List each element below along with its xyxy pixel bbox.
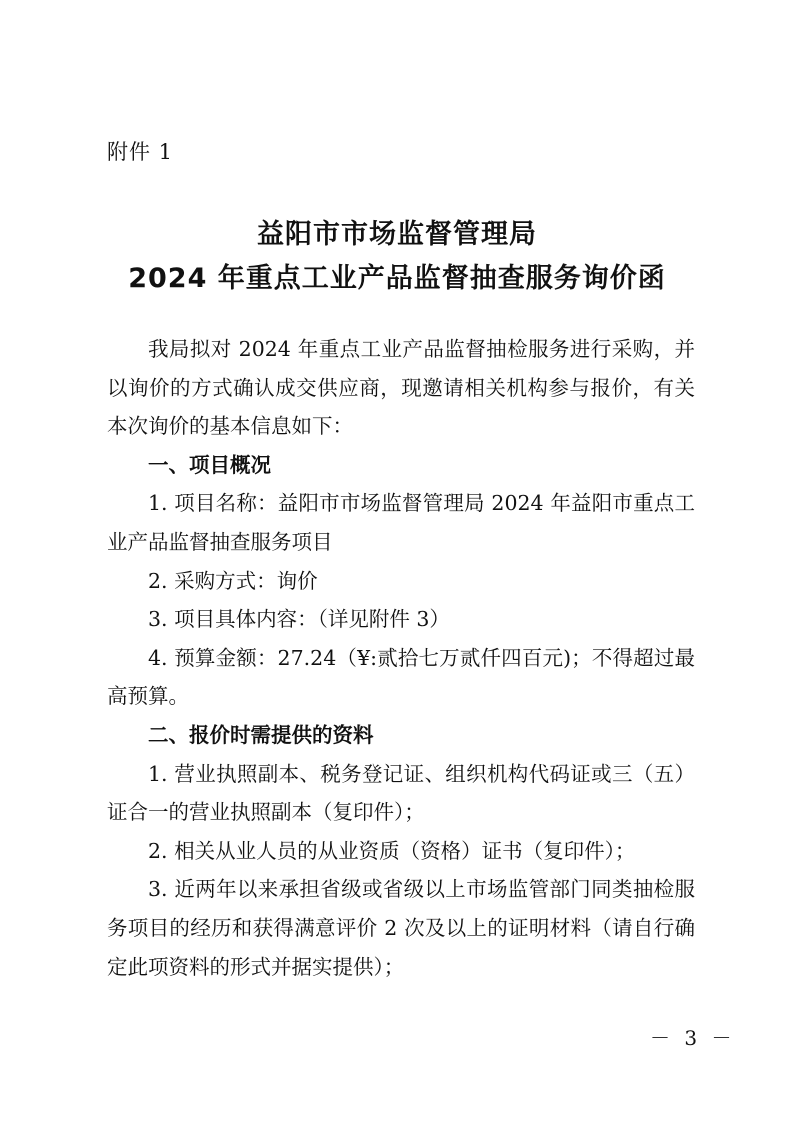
materials-item-certificates: 2. 相关从业人员的从业资质（资格）证书（复印件）；: [148, 838, 636, 863]
intro-paragraph: 我局拟对 2024 年重点工业产品监督抽检服务进行采购，并以询价的方式确认成交供应商，现邀请相关机构参与报价，有关本次询价的基本信息如下：: [107, 337, 695, 439]
materials-item-experience: 3. 近两年以来承担省级或省级以上市场监管部门同类抽检服务项目的经历和获得满意评价 2 次及以上的证明材料（请自行确定此项资料的形式并据实提供）；: [107, 877, 695, 979]
document-body: [107, 330, 695, 986]
section-heading-materials: 二、报价时需提供的资料: [148, 722, 374, 747]
section-heading-overview: 一、项目概况: [148, 452, 271, 477]
document-title-line-1: 益阳市市场监督管理局: [257, 219, 537, 250]
overview-item-budget: 4. 预算金额：27.24（¥:贰拾七万贰仟四百元)；不得超过最高预算。: [107, 645, 695, 709]
page-number: － 3 －: [650, 1026, 736, 1050]
overview-item-content: 3. 项目具体内容：（详见附件 3）: [148, 607, 450, 632]
materials-item-license: 1. 营业执照副本、税务登记证、组织机构代码证或三（五）证合一的营业执照副本（复印件）；: [107, 761, 695, 825]
attachment-label: 附件 1: [107, 140, 174, 164]
overview-item-name: 1. 项目名称：益阳市市场监督管理局 2024 年益阳市重点工业产品监督抽查服务项目: [107, 491, 695, 554]
document-title-line-2: 2024 年重点工业产品监督抽查服务询价函: [128, 263, 666, 294]
overview-item-method: 2. 采购方式：询价: [148, 568, 318, 593]
